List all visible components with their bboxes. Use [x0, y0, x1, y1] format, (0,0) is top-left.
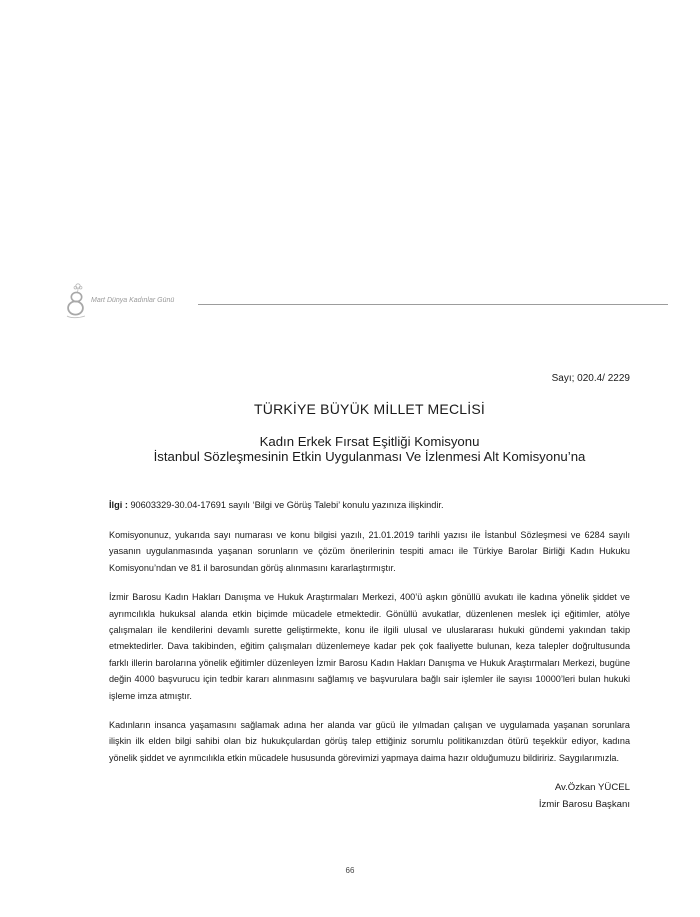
reference-text: 90603329-30.04-17691 sayılı ‘Bilgi ve Görüş Talebi’ konulu yazınıza ilişkindir.	[127, 500, 444, 510]
reference-label: İlgi :	[109, 500, 128, 510]
addressee-heading: TÜRKİYE BÜYÜK MİLLET MECLİSİ	[254, 401, 485, 417]
paragraph: İzmir Barosu Kadın Hakları Danışma ve Hukuk Araştırmaları Merkezi, 400’ü aşkın gönüllü avukatı ile kadına yönelik şiddet ve ayrımcılıkla hukuksal alanda etkin biçimde mücadele etmektedir. Gönüllü avukatlar, düzenlenen meslek içi eğitimler, atölye çalışmaları ile kendilerini devamlı surette geliştirmekte, konu ile ilgili ulusal ve uluslararası hukuki gündemi yakından takip etmektedirler. Dava takibinden, eğitim çalışmaları düzenlemeye kadar pek çok faaliyette bulunan, keza talepler doğrultusunda farklı illerin barolarına yönelik eğitimler düzenleyen İzmir Barosu Kadın Hakları Danışma ve Hukuk Araştırmaları Merkezi, bugüne değin 4000 başvurucu için tedbir kararı alınmasını sağlamış ve başvurulara bağlı sair işlemler ile sayısı 10000’leri bulan hukuki işleme imza atmıştır.	[109, 592, 630, 701]
commission-name: Kadın Erkek Fırsat Eşitliği Komisyonu	[259, 434, 480, 449]
page-header	[58, 280, 670, 320]
paragraph: Kadınların insanca yaşamasını sağlamak adına her alanda var gücü ile yılmadan çalışan ve uygulamada yaşanan sorunlara ilişkin ilk elden bilgi sahibi olan biz hukukçulardan görüş talep ettiğiniz sorumlu politikanızdan ötürü teşekkür ediyor, kadına yönelik şiddet ve ayrımcılıkla etkin mücadele hususunda görevimizi yapmaya daima hazır olduğumuzu bildiririz. Saygılarımızla.	[109, 720, 630, 763]
signature-block	[109, 779, 630, 813]
reference-number: Sayı; 020.4/ 2229	[551, 373, 630, 384]
logo-caption: Mart Dünya Kadınlar Günü	[91, 297, 175, 304]
signatory-name: Av.Özkan YÜCEL	[554, 782, 630, 794]
signatory-title: İzmir Barosu Başkanı	[538, 799, 630, 811]
subcommission-name: İstanbul Sözleşmesinin Etkin Uygulanması Ve İzlenmesi Alt Komisyonu’na	[153, 449, 586, 464]
reference-line	[109, 498, 630, 513]
page-number: 66	[345, 866, 355, 875]
paragraph: Komisyonunuz, yukarıda sayı numarası ve konu bilgisi yazılı, 21.01.2019 tarihli yazısı ile İstanbul Sözleşmesi ve 6284 sayılı yasanın uygulanmasında yaşanan sorunların ve çözüm önerilerinin tespiti amacı ile Türkiye Barolar Birliği Kadın Hukuku Komisyonu’ndan ve 81 il barosundan görüş alınmasını kararlaştırmıştır.	[109, 530, 630, 573]
header-divider	[198, 304, 668, 305]
letter-body	[109, 372, 630, 813]
